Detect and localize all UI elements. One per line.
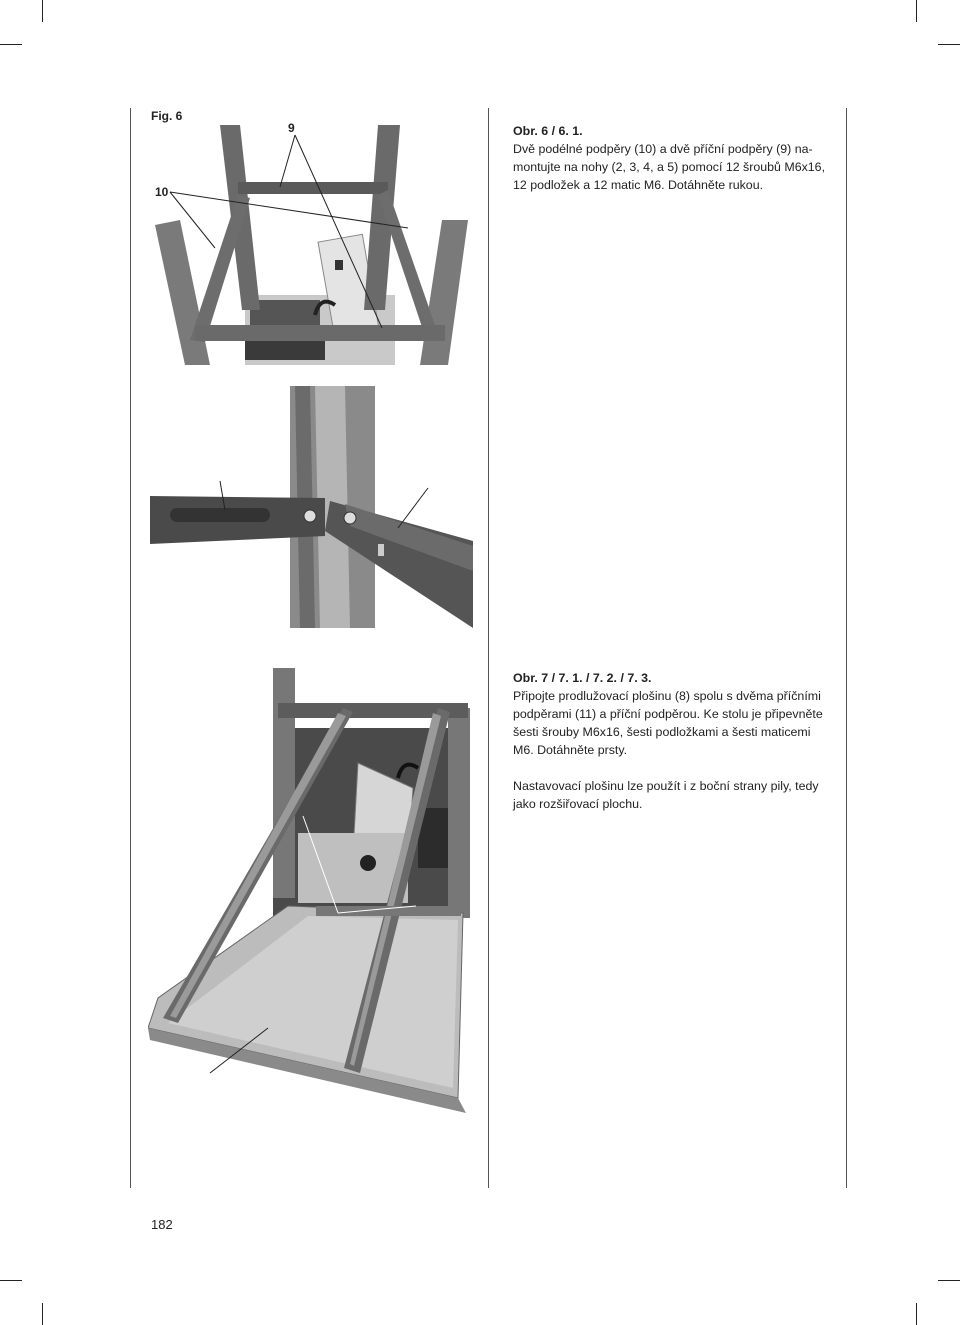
section-7-line-4: M6. Dotáhněte prsty. — [513, 743, 628, 757]
section-6-line-2: montujte na nohy (2, 3, 4, a 5) pomocí 12 šroubů M6x16, — [513, 160, 826, 174]
fig-6-callout-9: 9 — [288, 121, 295, 135]
fig-6-label: Fig. 6 — [151, 109, 183, 123]
section-7-note-line-2: jako rozšiřovací plochu. — [513, 797, 643, 811]
section-6-line-3: 12 podložek a 12 matic M6. Dotáhněte rukou. — [513, 178, 764, 192]
fig-7-photo-extension-platform — [148, 668, 473, 1113]
section-7-spacer — [513, 759, 829, 777]
crop-mark-bottom-left-v — [42, 1303, 43, 1325]
crop-mark-bottom-left-h — [0, 1280, 22, 1281]
page-number: 182 — [151, 1217, 173, 1232]
section-7-line-2: podpěrami (11) a příční podpěrou. Ke stolu je připevněte — [513, 707, 823, 721]
section-7-note-line-1: Nastavovací plošinu lze použít i z boční strany pily, tedy — [513, 779, 819, 793]
section-6-line-1: Dvě podélné podpěry (10) a dvě příční podpěry (9) na- — [513, 142, 813, 156]
crop-mark-top-left-h — [0, 44, 22, 45]
crop-mark-bottom-right-v — [916, 1303, 917, 1325]
crop-mark-bottom-right-h — [938, 1280, 960, 1281]
crop-mark-top-right-v — [916, 0, 917, 22]
crop-mark-top-left-v — [42, 0, 43, 22]
fig-6-callout-10: 10 — [155, 185, 169, 199]
column-line-middle — [488, 108, 489, 1188]
section-7-text — [513, 669, 829, 813]
section-7-heading: Obr. 7 / 7. 1. / 7. 2. / 7. 3. — [513, 671, 652, 685]
fig-6-photo-frame-assembly — [150, 120, 470, 365]
fig-6-1-photo-joint-detail — [150, 386, 473, 628]
section-6-heading: Obr. 6 / 6. 1. — [513, 124, 583, 138]
section-7-line-3: šesti šrouby M6x16, šesti podložkami a šesti maticemi — [513, 725, 811, 739]
column-line-right — [846, 108, 847, 1188]
section-7-line-1: Připojte prodlužovací plošinu (8) spolu s dvěma příčními — [513, 689, 821, 703]
section-6-text — [513, 122, 829, 194]
crop-mark-top-right-h — [938, 44, 960, 45]
column-line-left — [130, 108, 131, 1188]
